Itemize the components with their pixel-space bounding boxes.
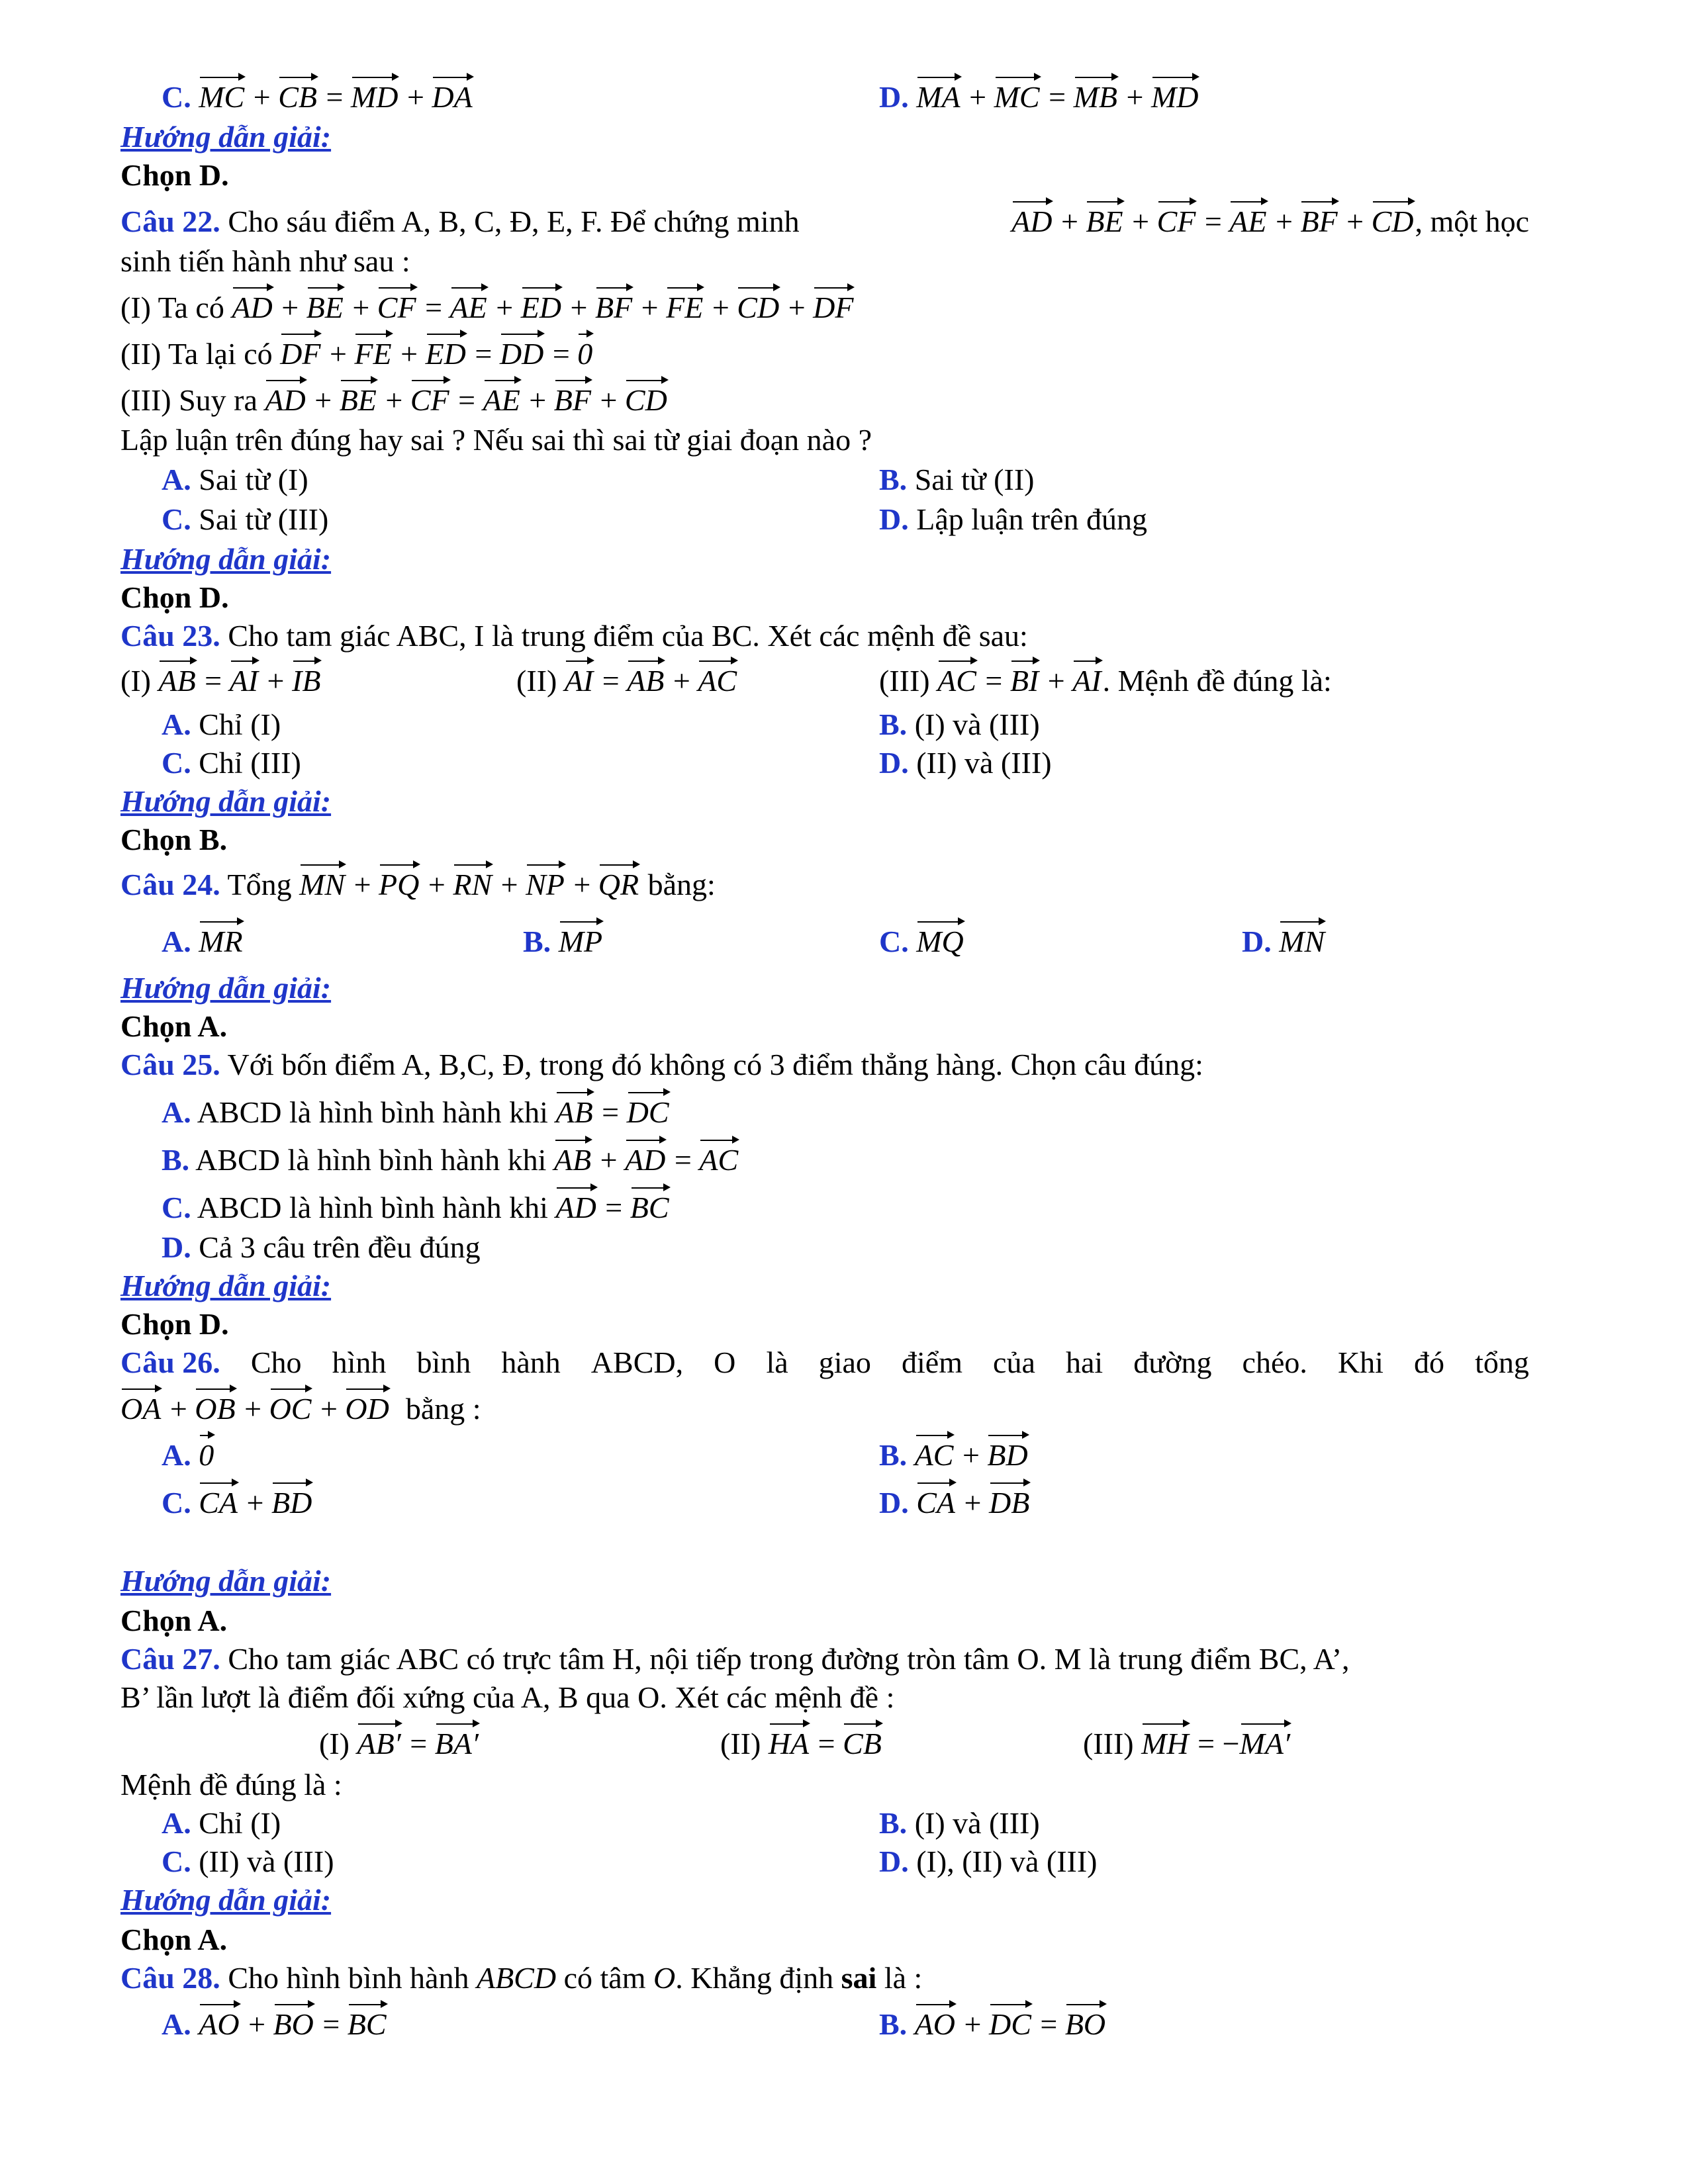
- question-27-line1: [120, 1640, 1350, 1678]
- question-text: . Khẳng định: [675, 1961, 834, 1995]
- statement-2: (II) HA = CB: [720, 1725, 883, 1763]
- option-b: [879, 461, 1034, 499]
- step-prefix: (III) Suy ra: [120, 383, 258, 417]
- vector: CD: [737, 289, 780, 327]
- answer-choice: Chọn B.: [120, 823, 228, 856]
- option-label: D.: [162, 1230, 191, 1264]
- option-a: A. ABCD là hình bình hành khi AB = DC: [162, 1093, 671, 1132]
- vector: HA: [769, 1725, 810, 1763]
- option-text: (II) và (III): [916, 746, 1052, 780]
- vector: AB: [555, 1093, 594, 1132]
- option-d: D. CA + DB: [879, 1484, 1031, 1522]
- question-text: Lập luận trên đúng hay sai ? Nếu sai thì sai từ giai đoạn nào ?: [120, 423, 872, 457]
- option-label: B.: [162, 1143, 190, 1177]
- option-label: A.: [162, 1806, 191, 1840]
- vector: CA: [916, 1484, 957, 1522]
- option-b: B. AC + BD: [879, 1436, 1029, 1475]
- vector: ED: [521, 289, 563, 327]
- vector: MR: [199, 923, 244, 961]
- vector: AC: [915, 1436, 955, 1475]
- vector: AE: [450, 289, 489, 327]
- vector: MQ: [916, 923, 965, 961]
- vector: AC: [699, 1141, 739, 1179]
- vector: ED: [426, 335, 467, 373]
- question-26-line2: OA + OB + OC + OD bằng :: [120, 1390, 481, 1428]
- question-word: Cho: [250, 1345, 302, 1379]
- option-text: Sai từ (III): [199, 502, 329, 536]
- question-text: có tâm: [563, 1961, 646, 1995]
- question-label: Câu 24.: [120, 868, 220, 901]
- option-d: [879, 1843, 1097, 1881]
- vector: BC: [630, 1189, 671, 1227]
- question-text: là :: [884, 1961, 923, 1995]
- vector: OD: [345, 1390, 390, 1428]
- option-label: D.: [879, 80, 909, 114]
- statement-label: (I): [120, 664, 151, 698]
- vector: DB: [989, 1484, 1031, 1522]
- vector: QR: [598, 866, 640, 904]
- vector: BD: [271, 1484, 313, 1522]
- vector: DD: [500, 335, 545, 373]
- option-label: B.: [879, 463, 908, 496]
- option-text: ABCD là hình bình hành khi: [195, 1143, 547, 1177]
- question-text: , một học: [1415, 205, 1529, 238]
- vector: CB: [843, 1725, 883, 1763]
- zero-vector: 0: [577, 335, 594, 373]
- vector: DC: [627, 1093, 671, 1132]
- question-26-line1: [120, 1343, 1529, 1382]
- option-label: A.: [162, 707, 191, 741]
- vector: MA′: [1240, 1725, 1291, 1763]
- question-text: bằng:: [647, 868, 716, 901]
- vector: AC: [698, 662, 738, 700]
- option-c: C. CA + BD: [162, 1484, 313, 1522]
- vector: CA: [199, 1484, 239, 1522]
- math-symbol: O: [653, 1961, 676, 1995]
- solution-heading: Hướng dẫn giải:: [120, 1564, 332, 1598]
- answer-choice: Chọn D.: [120, 1307, 229, 1341]
- option-d-prev: D. MA + MC = MB + MD: [879, 78, 1199, 116]
- vector: FE: [666, 289, 704, 327]
- option-c: [162, 1843, 334, 1881]
- vector: BF: [1300, 203, 1338, 241]
- vector: AI: [230, 662, 259, 700]
- vector: CF: [377, 289, 418, 327]
- answer-choice: Chọn A.: [120, 1923, 228, 1956]
- vector: AB: [554, 1141, 592, 1179]
- solution-heading: Hướng dẫn giải:: [120, 784, 332, 818]
- vector: FE: [354, 335, 393, 373]
- question-25: [120, 1046, 1203, 1084]
- option-label: D.: [879, 746, 909, 780]
- answer-choice: Chọn D.: [120, 580, 229, 614]
- solution-heading: Hướng dẫn giải:: [120, 1269, 332, 1302]
- statement-3: (III) MH = −MA′: [1083, 1725, 1291, 1763]
- option-b: B. AO + DC = BO: [879, 2005, 1107, 2044]
- question-28: [120, 1959, 922, 1997]
- vector: DF: [813, 289, 855, 327]
- question-24: Câu 24. Tổng MN + PQ + RN + NP + QR bằng:: [120, 866, 716, 904]
- vector: IB: [292, 662, 322, 700]
- answer-choice: Chọn A.: [120, 1009, 228, 1043]
- option-label: D.: [879, 502, 909, 536]
- question-text: . Mệnh đề đúng là:: [1102, 664, 1332, 698]
- vector: DA: [432, 78, 473, 116]
- option-text: Chỉ (I): [199, 707, 281, 741]
- vector: BF: [554, 381, 592, 420]
- option-text: Lập luận trên đúng: [916, 502, 1147, 536]
- vector: AI: [1072, 662, 1102, 700]
- option-label: A.: [162, 925, 191, 958]
- vector: BF: [595, 289, 633, 327]
- math-symbol: ABCD: [476, 1961, 557, 1995]
- option-a: [162, 705, 281, 744]
- vector: AC: [937, 662, 978, 700]
- option-d: [162, 1228, 481, 1267]
- vector: AB: [627, 662, 665, 700]
- vector: OA: [120, 1390, 162, 1428]
- option-a: A. AO + BO = BC: [162, 2005, 388, 2044]
- question-23: [120, 617, 1028, 655]
- question-label: Câu 23.: [120, 619, 220, 653]
- option-d: [879, 744, 1052, 782]
- vector: OB: [195, 1390, 236, 1428]
- vector: RN: [453, 866, 493, 904]
- zero-vector: 0: [199, 1436, 215, 1475]
- vector: DC: [989, 2005, 1033, 2044]
- question-word: là: [766, 1345, 788, 1379]
- option-label: B.: [879, 1438, 908, 1472]
- step-2: (II) Ta lại có DF + FE + ED = DD = 0: [120, 335, 594, 373]
- option-a: [162, 1436, 215, 1475]
- vector: OC: [269, 1390, 313, 1428]
- question-word: đường: [1133, 1345, 1212, 1379]
- question-label: Câu 26.: [120, 1345, 220, 1379]
- question-word: bình: [416, 1345, 471, 1379]
- option-b: [523, 923, 604, 961]
- question-word: đó: [1414, 1345, 1445, 1379]
- statement-1: (I) AB′ = BA′: [319, 1725, 480, 1763]
- question-word: của: [993, 1345, 1035, 1379]
- vector: BE: [306, 289, 345, 327]
- option-label: D.: [879, 1486, 909, 1520]
- vector: BD: [987, 1436, 1029, 1475]
- vector: CD: [1372, 203, 1415, 241]
- vector: AD: [555, 1189, 597, 1227]
- option-c: C. ABCD là hình bình hành khi AD = BC: [162, 1189, 671, 1227]
- vector: CF: [410, 381, 451, 420]
- solution-heading: Hướng dẫn giải:: [120, 120, 332, 154]
- vector: BO: [273, 2005, 315, 2044]
- option-label: B.: [523, 925, 551, 958]
- question-word: O: [714, 1345, 736, 1379]
- vector: MH: [1141, 1725, 1190, 1763]
- option-label: B.: [879, 1806, 908, 1840]
- option-label: C.: [162, 80, 191, 114]
- option-text: (I) và (III): [914, 1806, 1040, 1840]
- statement-2: (II) AI = AB + AC: [516, 662, 738, 700]
- option-a: [162, 461, 308, 499]
- question-text: bằng :: [405, 1392, 481, 1426]
- step-1: (I) Ta có AD + BE + CF = AE + ED + BF + FE + CD + DF: [120, 289, 855, 327]
- option-a: [162, 923, 244, 961]
- statement-label: (II): [516, 664, 557, 698]
- vector: NP: [526, 866, 566, 904]
- vector: AO: [915, 2005, 957, 2044]
- vector: MN: [1279, 923, 1326, 961]
- solution-heading: Hướng dẫn giải:: [120, 1883, 332, 1917]
- option-text: ABCD là hình bình hành khi: [197, 1095, 548, 1129]
- statement-label: (III): [879, 664, 930, 698]
- option-label: C.: [162, 746, 191, 780]
- option-label: A.: [162, 463, 191, 496]
- question-word: chéo.: [1242, 1345, 1307, 1379]
- vector: MC: [994, 78, 1041, 116]
- vector: MP: [559, 923, 604, 961]
- vector: AD: [265, 381, 306, 420]
- vector: BA′: [435, 1725, 480, 1763]
- question-word: hành: [501, 1345, 561, 1379]
- option-label: C.: [879, 925, 909, 958]
- vector: MD: [351, 78, 400, 116]
- question-word: tổng: [1475, 1345, 1529, 1379]
- question-text: Cho hình bình hành: [228, 1961, 469, 1995]
- option-label: C.: [162, 502, 191, 536]
- question-word: Khi: [1337, 1345, 1383, 1379]
- option-label: C.: [162, 1191, 191, 1224]
- step-prefix: (I) Ta có: [120, 291, 224, 324]
- vector: PQ: [379, 866, 420, 904]
- vector: AE: [483, 381, 522, 420]
- question-word: ABCD,: [590, 1345, 684, 1379]
- vector: AB′: [357, 1725, 402, 1763]
- question-label: Câu 22.: [120, 205, 220, 238]
- emphasis-word: sai: [841, 1961, 877, 1995]
- statement-label: (III): [1083, 1727, 1134, 1760]
- option-label: D.: [1242, 925, 1272, 958]
- option-label: C.: [162, 1844, 191, 1878]
- question-word: hai: [1065, 1345, 1103, 1379]
- option-text: (I) và (III): [914, 707, 1040, 741]
- vector: BC: [348, 2005, 388, 2044]
- statement-label: (I): [319, 1727, 350, 1760]
- option-c: [162, 744, 301, 782]
- question-label: Câu 28.: [120, 1961, 220, 1995]
- question-word: giao: [818, 1345, 871, 1379]
- vector: MA: [916, 78, 961, 116]
- option-label: A.: [162, 1438, 191, 1472]
- step-3: (III) Suy ra AD + BE + CF = AE + BF + CD: [120, 381, 669, 420]
- option-label: A.: [162, 2007, 191, 2041]
- option-text: (I), (II) và (III): [916, 1844, 1098, 1878]
- option-label: B.: [879, 707, 908, 741]
- option-text: ABCD là hình bình hành khi: [197, 1191, 548, 1224]
- vector: CD: [625, 381, 669, 420]
- option-d: [1242, 923, 1326, 961]
- option-label: B.: [879, 2007, 908, 2041]
- vector: AI: [565, 662, 594, 700]
- question-22-line1: Câu 22. Cho sáu điểm A, B, C, Đ, E, F. Để chứng minh AD + BE + CF = AE + BF + CD, một học: [120, 203, 1529, 241]
- vector: CB: [278, 78, 318, 116]
- vector: CF: [1157, 203, 1197, 241]
- vector: BO: [1065, 2005, 1107, 2044]
- vector: AO: [199, 2005, 240, 2044]
- vector: AD: [1011, 203, 1053, 241]
- vector: MC: [199, 78, 246, 116]
- vector: MB: [1074, 78, 1119, 116]
- option-a: [162, 1804, 281, 1843]
- option-d: [879, 500, 1147, 539]
- option-text: Chỉ (III): [199, 746, 301, 780]
- vector: MD: [1151, 78, 1200, 116]
- option-c-prev: C. MC + CB = MD + DA: [162, 78, 474, 116]
- question-word: điểm: [902, 1345, 962, 1379]
- option-c: [879, 923, 965, 961]
- option-text: Chỉ (I): [199, 1806, 281, 1840]
- answer-choice: Chọn A.: [120, 1604, 228, 1637]
- vector: BI: [1010, 662, 1040, 700]
- solution-heading: Hướng dẫn giải:: [120, 542, 332, 576]
- option-label: C.: [162, 1486, 191, 1520]
- question-text: Cho tam giác ABC, I là trung điểm của BC. Xét các mệnh đề sau:: [228, 619, 1028, 653]
- answer-choice: Chọn D.: [120, 158, 229, 192]
- vector: MN: [299, 866, 346, 904]
- option-text: Cả 3 câu trên đều đúng: [199, 1230, 481, 1264]
- question-word: hình: [332, 1345, 387, 1379]
- question-text: Cho sáu điểm A, B, C, Đ, E, F. Để chứng minh: [228, 205, 800, 238]
- question-label: Câu 27.: [120, 1642, 220, 1676]
- option-text: Sai từ (II): [914, 463, 1035, 496]
- question-label: Câu 25.: [120, 1048, 220, 1081]
- option-b: [879, 1804, 1040, 1843]
- option-b: [879, 705, 1040, 744]
- statement-1: (I) AB = AI + IB: [120, 662, 322, 700]
- statement-3: (III) AC = BI + AI. Mệnh đề đúng là:: [879, 662, 1332, 700]
- vector: AD: [232, 289, 273, 327]
- question-text: Mệnh đề đúng là :: [120, 1768, 342, 1801]
- statement-label: (II): [720, 1727, 761, 1760]
- vector: AB: [158, 662, 197, 700]
- option-label: A.: [162, 1095, 191, 1129]
- question-text: Cho tam giác ABC có trực tâm H, nội tiếp trong đường tròn tâm O. M là trung điểm BC, A’,: [228, 1642, 1350, 1676]
- vector: BE: [340, 381, 378, 420]
- question-text: sinh tiến hành như sau :: [120, 244, 410, 278]
- question-text: B’ lần lượt là điểm đối xứng của A, B qua O. Xét các mệnh đề :: [120, 1680, 895, 1714]
- vector: AE: [1229, 203, 1268, 241]
- vector: BE: [1086, 203, 1124, 241]
- vector: DF: [280, 335, 322, 373]
- vector: AD: [625, 1141, 667, 1179]
- question-text: Tổng: [227, 868, 292, 901]
- step-prefix: (II) Ta lại có: [120, 337, 273, 371]
- solution-heading: Hướng dẫn giải:: [120, 971, 332, 1005]
- option-b: B. ABCD là hình bình hành khi AB + AD = AC: [162, 1141, 739, 1179]
- question-text: Với bốn điểm A, B,C, Đ, trong đó không có 3 điểm thẳng hàng. Chọn câu đúng:: [227, 1048, 1203, 1081]
- option-text: (II) và (III): [199, 1844, 334, 1878]
- option-text: Sai từ (I): [199, 463, 308, 496]
- option-label: D.: [879, 1844, 909, 1878]
- option-c: [162, 500, 328, 539]
